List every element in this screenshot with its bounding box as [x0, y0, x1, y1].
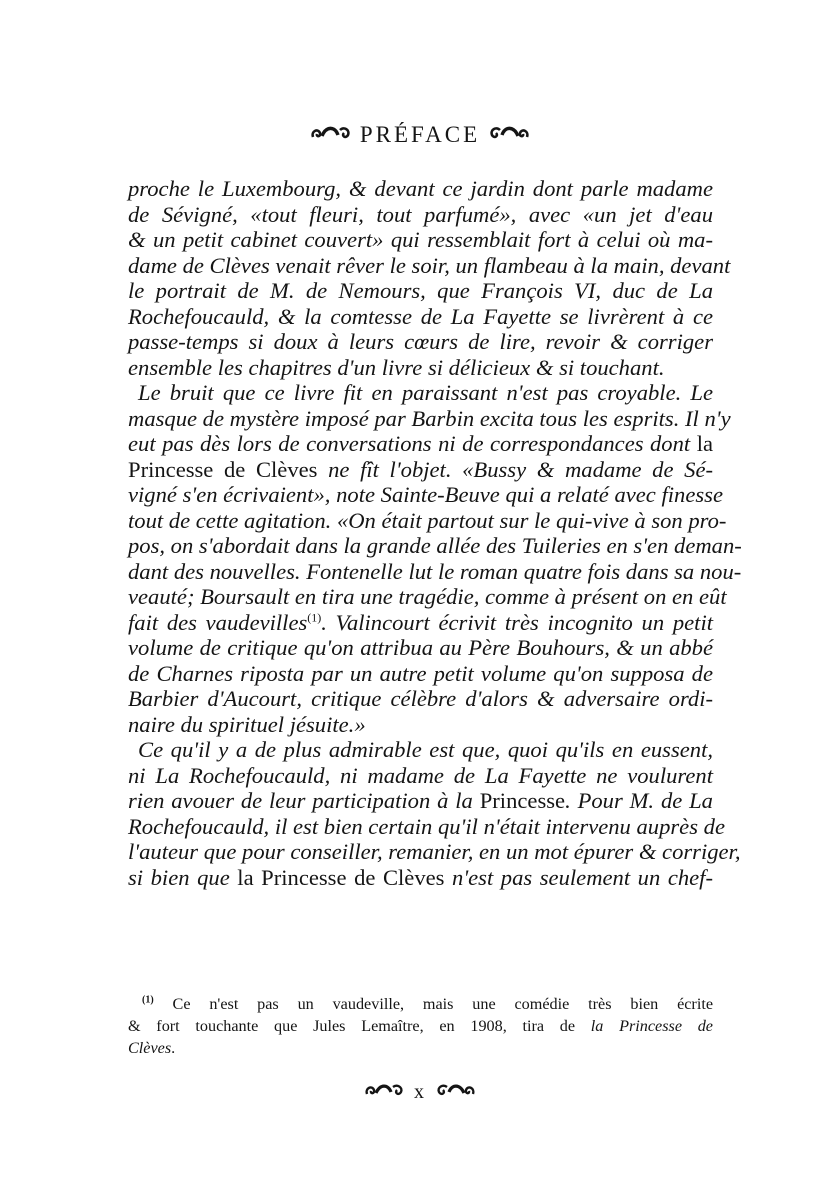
text-segment: proche le Luxembourg, & devant ce jardin dont parle madame	[128, 176, 713, 201]
text-line	[128, 839, 741, 865]
footnote-line	[128, 1015, 713, 1037]
text-line	[128, 227, 713, 253]
running-header	[0, 120, 840, 148]
text-line	[128, 865, 713, 891]
text-segment: la	[696, 431, 713, 456]
text-segment: rien avouer de leur participation à la	[128, 788, 480, 813]
text-line	[128, 813, 725, 840]
text-segment: si bien que	[128, 864, 238, 890]
text-segment: fait des vaudevilles	[128, 609, 308, 635]
text-segment: pos, on s'abordait dans la grande allée des Tuileries en s'en deman-	[128, 533, 742, 558]
text-segment: vigné s'en écrivaient», note Sainte-Beuve qui a relaté avec finesse	[128, 482, 723, 507]
text-line	[128, 610, 713, 636]
text-segment: de Charnes riposta par un autre petit volume qu'on supposa de	[128, 660, 713, 686]
footnote-line	[128, 1037, 713, 1059]
footnote-text: & fort touchante que Jules Lemaître, en 1908, tira de	[128, 1017, 591, 1035]
text-segment: Rochefoucauld, & la comtesse de La Fayette se livrèrent à ce	[128, 303, 713, 329]
text-segment: de Sévigné, «tout fleuri, tout parfumé», avec «un jet d'eau	[128, 201, 713, 227]
text-segment: . Pour M. de La	[565, 788, 713, 813]
footnote-reference: (1)	[307, 609, 322, 624]
footnote-title: la Princesse de	[590, 1017, 713, 1035]
text-line	[128, 584, 727, 610]
text-line	[128, 558, 742, 585]
text-segment: & un petit cabinet couvert» qui ressemblait fort à celui où ma-	[128, 227, 713, 252]
curl-ornament-left-icon	[310, 122, 352, 148]
body-text	[128, 176, 742, 890]
text-segment: la Princesse de Clèves	[237, 864, 445, 890]
text-line	[128, 712, 713, 738]
text-line	[128, 304, 713, 330]
text-line	[128, 507, 727, 534]
text-line	[128, 635, 713, 661]
text-line	[128, 763, 713, 789]
text-line	[128, 661, 713, 687]
page-folio	[0, 1080, 840, 1104]
text-segment: eut pas dès lors de conversations ni de correspondances dont	[128, 431, 697, 456]
text-segment: Ce qu'il y a de plus admirable est que, quoi qu'ils en eussent,	[138, 737, 713, 762]
text-segment: n'est pas seulement un chef-	[444, 864, 713, 890]
text-segment: tout de cette agitation. «On était partout sur le qui-vive à son pro-	[128, 507, 727, 533]
text-line	[128, 457, 713, 483]
page-number: x	[414, 1080, 426, 1103]
text-segment: volume de critique qu'on attribua au Père Bouhours, & un abbé	[128, 635, 713, 660]
text-line	[128, 355, 713, 381]
text-line	[128, 533, 742, 559]
footnote-marker: (1)	[142, 994, 154, 1006]
text-line	[128, 329, 713, 355]
text-segment: dame de Clèves venait rêver le soir, un flambeau à la main, devant	[128, 252, 731, 278]
curl-ornament-left-icon	[364, 1081, 404, 1104]
footnote-line	[128, 993, 713, 1015]
text-line	[128, 405, 731, 432]
text-line	[128, 278, 713, 304]
text-segment: dant des nouvelles. Fontenelle lut le roman quatre fois dans sa nou-	[128, 558, 742, 584]
text-segment: passe-temps si doux à leurs cœurs de lire, revoir & corriger	[128, 329, 713, 354]
text-segment: Le bruit que ce livre fit en paraissant n'est pas croyable. Le	[138, 380, 713, 405]
text-segment: le portrait de M. de Nemours, que François VI, duc de La	[128, 278, 713, 303]
footnote-text: Ce n'est pas un vaudeville, mais une comédie très bien écrite	[172, 995, 714, 1013]
footnote-period: .	[171, 1039, 176, 1057]
text-segment: l'auteur que pour conseiller, remanier, en un mot épurer & corriger,	[128, 839, 741, 864]
text-segment: . Valincourt écrivit très incognito un petit	[321, 609, 714, 635]
text-line	[128, 737, 713, 763]
text-line	[128, 176, 713, 202]
text-line	[128, 788, 713, 814]
text-line	[128, 482, 723, 508]
text-segment: ni La Rochefoucauld, ni madame de La Fayette ne voulurent	[128, 762, 713, 788]
text-line	[128, 431, 713, 457]
text-segment: Princesse	[479, 788, 566, 813]
curl-ornament-right-icon	[436, 1081, 476, 1104]
text-line	[128, 380, 713, 406]
text-line	[128, 252, 731, 279]
text-segment: masque de mystère imposé par Barbin excita tous les esprits. Il n'y	[128, 405, 731, 431]
text-line	[128, 686, 713, 712]
text-line	[128, 202, 713, 228]
footnote	[128, 993, 713, 1059]
text-segment: Barbier d'Aucourt, critique célèbre d'alors & adversaire ordi-	[128, 686, 713, 711]
text-segment: ensemble les chapitres d'un livre si délicieux & si touchant.	[128, 354, 665, 380]
text-segment: naire du spirituel jésuite.»	[128, 711, 366, 737]
text-segment: Princesse de Clèves	[128, 456, 318, 482]
curl-ornament-right-icon	[488, 122, 530, 148]
page-title: PRÉFACE	[359, 121, 481, 147]
footnote-title: Clèves	[128, 1039, 172, 1057]
text-segment: Rochefoucauld, il est bien certain qu'il n'était intervenu auprès de	[128, 813, 725, 839]
text-segment: veauté; Boursault en tira une tragédie, comme à présent on en eût	[128, 584, 727, 609]
text-segment: ne fît l'objet. «Bussy & madame de Sé-	[317, 456, 714, 482]
